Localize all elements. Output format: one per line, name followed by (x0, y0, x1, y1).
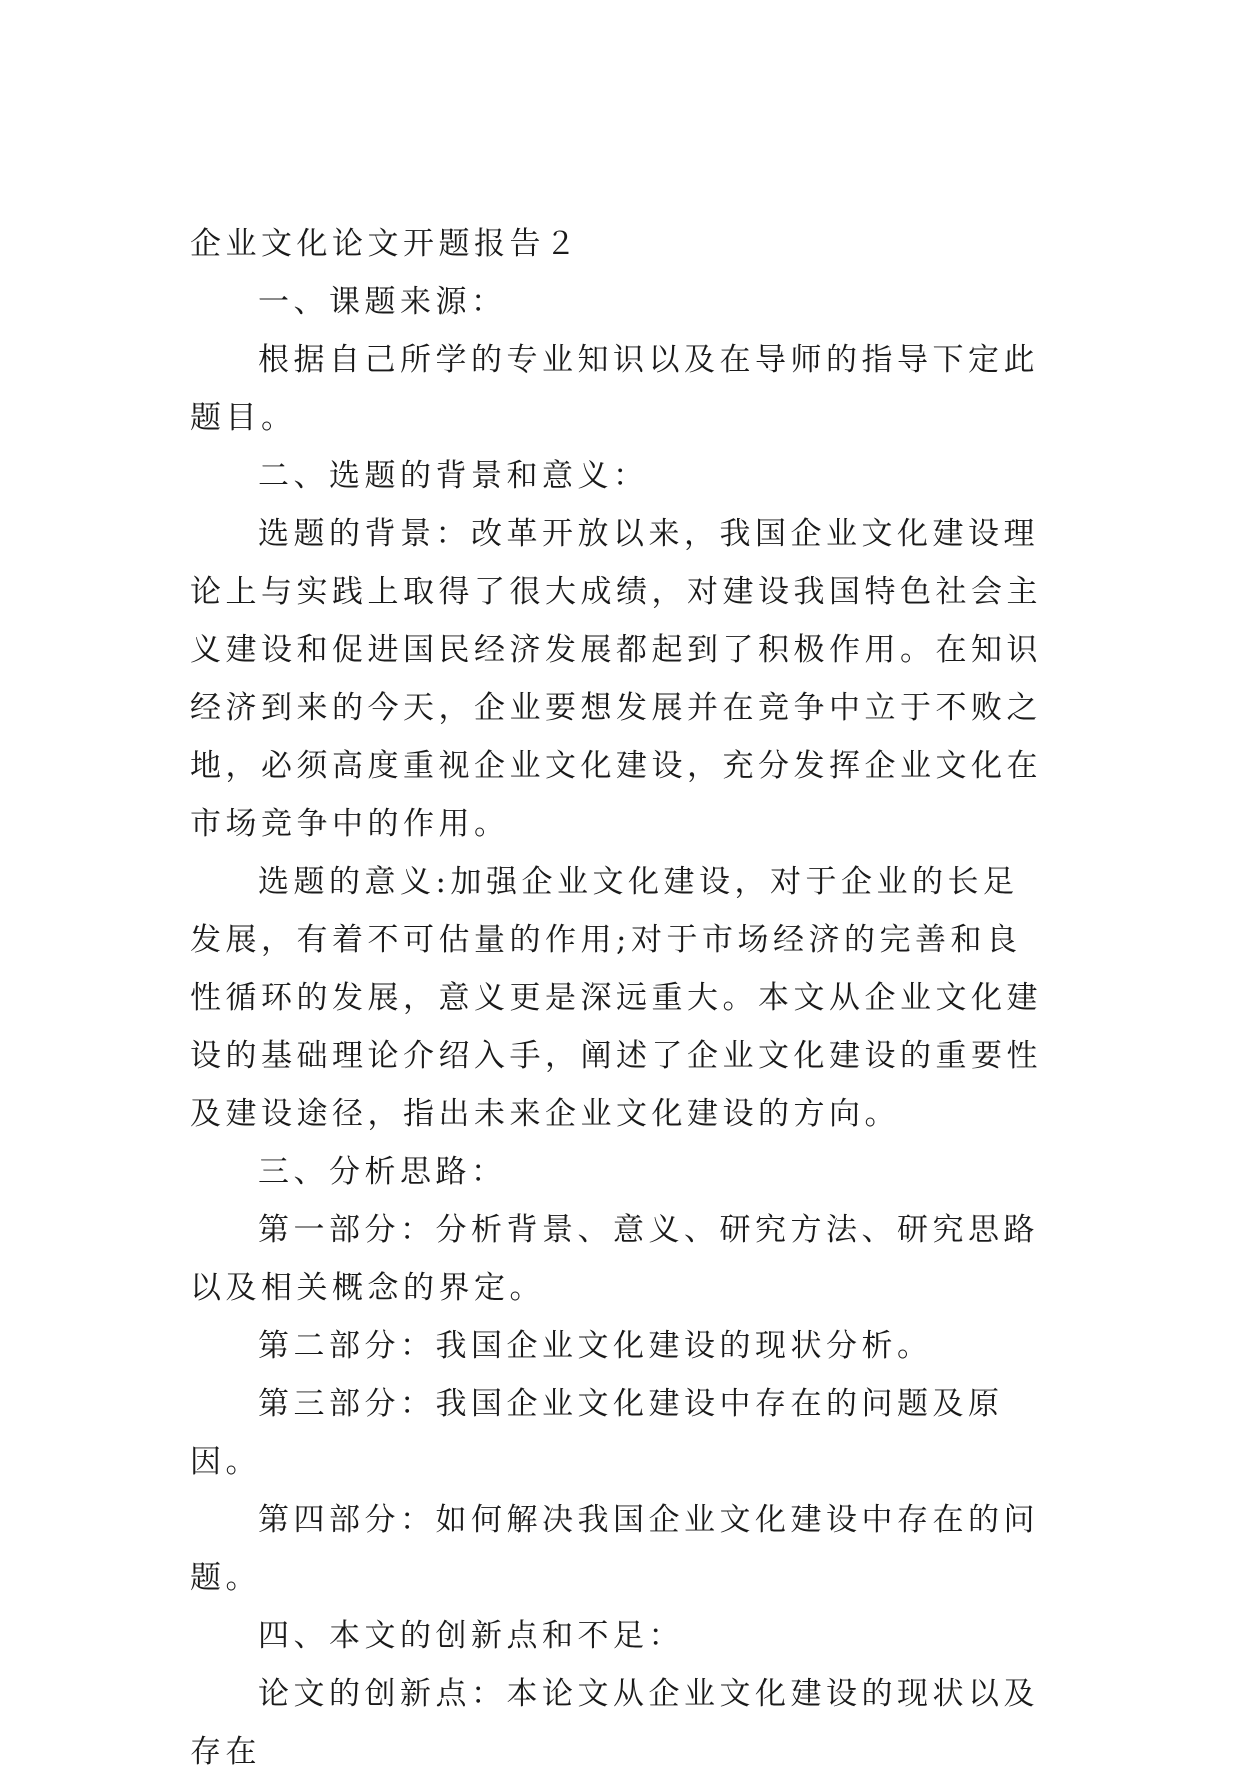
section-heading-background: 二、选题的背景和意义： (258, 458, 649, 494)
paragraph-significance: 选题的意义:加强企业文化建设，对于企业的长足发展，有着不可估量的作用;对于市场经济的完善和良性循环的发展，意义更是深远重大。本文从企业文化建设的基础理论介绍入手，阐述了企业文化建设的重要性及建设途径，指出未来企业文化建设的方向。 (190, 864, 1042, 1132)
paragraph-background: 选题的背景：改革开放以来，我国企业文化建设理论上与实践上取得了很大成绩，对建设我国特色社会主义建设和促进国民经济发展都起到了积极作用。在知识经济到来的今天，企业要想发展并在竞争中立于不败之地，必须高度重视企业文化建设，充分发挥企业文化在市场竞争中的作用。 (190, 516, 1042, 842)
paragraph-source: 根据自己所学的专业知识以及在导师的指导下定此题目。 (190, 342, 1039, 436)
paragraph-part-one: 第一部分：分析背景、意义、研究方法、研究思路以及相关概念的界定。 (190, 1212, 1039, 1306)
paragraph-part-four: 第四部分：如何解决我国企业文化建设中存在的问题。 (190, 1502, 1039, 1596)
document-title: 企业文化论文开题报告２ (190, 226, 581, 262)
section-heading-approach: 三、分析思路： (258, 1154, 507, 1190)
section-heading-source: 一、课题来源： (258, 284, 507, 320)
paragraph-part-three: 第三部分：我国企业文化建设中存在的问题及原因。 (190, 1386, 1004, 1480)
paragraph-innovation: 论文的创新点：本论文从企业文化建设的现状以及存在 (190, 1676, 1039, 1770)
document-body (190, 215, 1050, 1781)
section-heading-innovation: 四、本文的创新点和不足： (258, 1618, 684, 1654)
paragraph-part-two: 第二部分：我国企业文化建设的现状分析。 (258, 1328, 933, 1364)
